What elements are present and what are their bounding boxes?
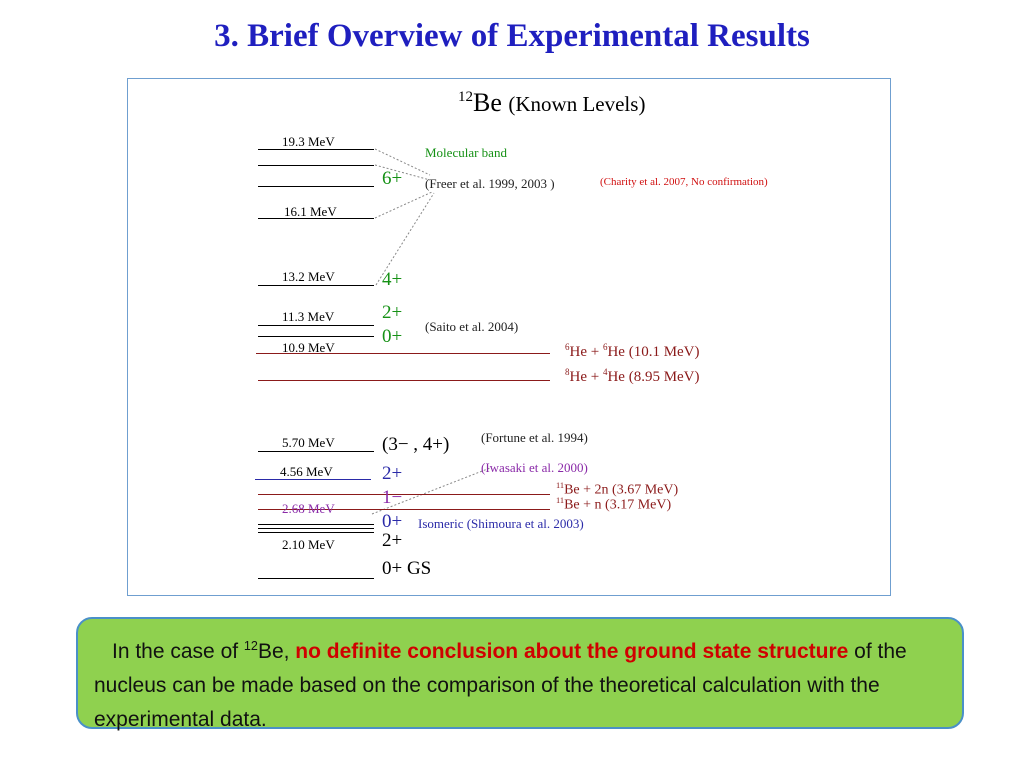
level-line bbox=[258, 285, 374, 286]
threshold-line bbox=[258, 494, 550, 495]
spin-label: 4+ bbox=[382, 269, 403, 290]
energy-label: 2.68 MeV bbox=[282, 501, 335, 516]
spin-label: 0+ bbox=[382, 326, 403, 347]
heading-mass-number: 12 bbox=[458, 89, 473, 105]
energy-label: 10.9 MeV bbox=[282, 340, 335, 355]
energy-label: 11.3 MeV bbox=[282, 309, 335, 324]
level-line bbox=[258, 524, 374, 525]
threshold-text: Be + n (3.17 MeV) bbox=[564, 497, 672, 513]
callout-rest: of the nucleus can be made based on the comparison of the theoretical calculation with the experimental data. bbox=[94, 640, 907, 731]
level-line bbox=[258, 578, 374, 579]
threshold-text: He + bbox=[569, 369, 603, 385]
threshold-label bbox=[565, 342, 700, 361]
saito-reference: (Saito et al. 2004) bbox=[425, 319, 519, 334]
spin-label: 0+ GS bbox=[382, 558, 432, 579]
spin-label: 1− bbox=[382, 487, 403, 508]
freer-reference: (Freer et al. 1999, 2003 ) bbox=[425, 176, 555, 191]
level-line bbox=[258, 336, 374, 337]
callout-nucleus: Be, bbox=[257, 640, 296, 663]
heading-symbol: Be bbox=[473, 88, 502, 117]
conclusion-callout bbox=[76, 617, 964, 729]
threshold-mass: 6 bbox=[565, 342, 570, 352]
level-line bbox=[258, 186, 374, 187]
callout-intro: In the case of bbox=[112, 640, 244, 663]
threshold-mass: 6 bbox=[602, 342, 608, 352]
spin-label: 2+ bbox=[382, 302, 403, 323]
energy-label: 19.3 MeV bbox=[282, 134, 335, 149]
fortune-reference: (Fortune et al. 1994) bbox=[481, 430, 588, 445]
threshold-mass: 8 bbox=[565, 367, 570, 377]
level-line bbox=[258, 451, 374, 452]
energy-label: 4.56 MeV bbox=[280, 464, 333, 479]
spin-label: 0+ bbox=[382, 511, 403, 532]
isomeric-reference: Isomeric (Shimoura et al. 2003) bbox=[418, 516, 584, 531]
molecular-band-label: Molecular band bbox=[425, 145, 507, 160]
threshold-line bbox=[258, 380, 550, 381]
spin-label: 6+ bbox=[382, 168, 403, 189]
callout-highlight: no definite conclusion about the ground state structure bbox=[295, 640, 849, 663]
energy-label: 2.10 MeV bbox=[282, 537, 335, 552]
level-line bbox=[258, 325, 374, 326]
charity-reference: (Charity et al. 2007, No confirmation) bbox=[600, 176, 768, 188]
spin-label: 2+ bbox=[382, 530, 403, 551]
threshold-label bbox=[565, 367, 700, 386]
spin-label: (3− , 4+) bbox=[382, 434, 450, 455]
level-line bbox=[258, 532, 374, 533]
energy-label: 16.1 MeV bbox=[284, 204, 337, 219]
guide-line bbox=[375, 192, 432, 218]
heading-rest: (Known Levels) bbox=[508, 92, 646, 116]
slide-title: 3. Brief Overview of Experimental Results bbox=[214, 18, 810, 54]
threshold-mass: 11 bbox=[556, 496, 565, 505]
iwasaki-reference: (Iwasaki et al. 2000) bbox=[481, 460, 588, 475]
callout-mass-number: 12 bbox=[243, 639, 258, 653]
threshold-text: He (10.1 MeV) bbox=[607, 344, 700, 360]
energy-label: 13.2 MeV bbox=[282, 269, 335, 284]
level-line bbox=[258, 528, 374, 529]
threshold-mass: 11 bbox=[556, 481, 565, 490]
energy-label: 5.70 MeV bbox=[282, 435, 335, 450]
level-line bbox=[258, 165, 374, 166]
threshold-text: Be + 2n (3.67 MeV) bbox=[564, 482, 679, 498]
threshold-text: He (8.95 MeV) bbox=[607, 369, 700, 385]
threshold-text: He + bbox=[569, 344, 603, 360]
spin-label: 2+ bbox=[382, 463, 403, 484]
threshold-label bbox=[556, 496, 671, 514]
threshold-mass: 4 bbox=[602, 367, 608, 377]
